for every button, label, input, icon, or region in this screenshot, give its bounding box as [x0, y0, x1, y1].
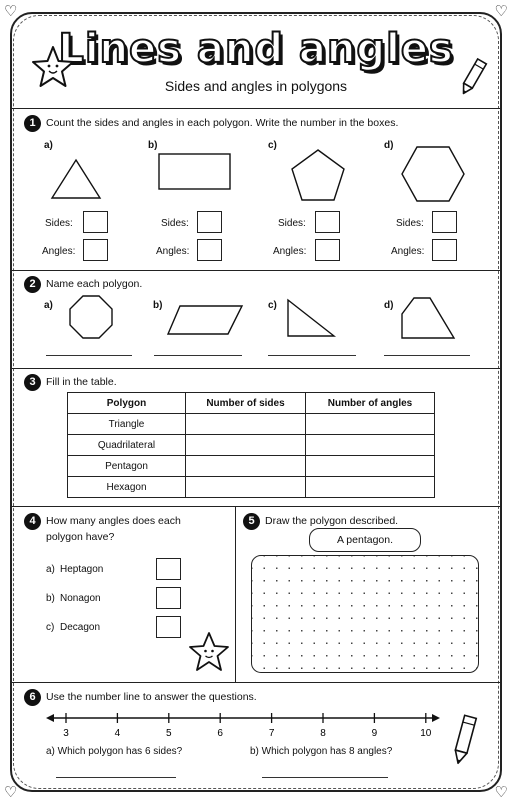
angles-label: Angles:	[156, 246, 190, 257]
irregular-pentagon-shape	[400, 296, 456, 340]
number-line-label: 9	[371, 728, 378, 739]
pencil-icon	[458, 56, 488, 98]
question-number: 6	[24, 689, 41, 706]
answer-box[interactable]	[156, 558, 181, 580]
number-line-label: 5	[166, 728, 172, 739]
number-line-label: 3	[63, 728, 69, 739]
item-letter: c)	[46, 622, 55, 633]
item-letter: c)	[268, 300, 277, 311]
sides-label: Sides:	[278, 218, 306, 229]
answer-cell[interactable]	[186, 456, 306, 477]
heart-icon: ♡	[494, 3, 508, 20]
answer-box[interactable]	[83, 239, 108, 261]
page-subtitle: Sides and angles in polygons	[164, 78, 348, 94]
table-cell: Hexagon	[68, 477, 186, 498]
section-divider	[10, 368, 502, 369]
rectangle-shape	[158, 153, 232, 191]
answer-box[interactable]	[156, 587, 181, 609]
hexagon-shape	[400, 146, 466, 202]
worksheet	[4, 3, 508, 801]
table-cell: Pentagon	[68, 456, 186, 477]
answer-cell[interactable]	[306, 456, 435, 477]
section-divider	[10, 270, 502, 271]
question-number: 1	[24, 115, 41, 132]
question-text: Draw the polygon described.	[265, 515, 399, 527]
question-b: b) Which polygon has 8 angles?	[250, 746, 393, 757]
answer-box[interactable]	[197, 211, 222, 233]
answer-line[interactable]	[56, 777, 176, 778]
triangle-shape	[50, 158, 102, 200]
answer-cell[interactable]	[186, 435, 306, 456]
polygon-name: Decagon	[60, 622, 101, 633]
pentagon-shape	[290, 148, 346, 202]
number-line-label: 4	[114, 728, 121, 739]
question-text: How many angles does each	[46, 515, 181, 527]
number-line-label: 8	[320, 728, 326, 739]
number-line	[46, 708, 440, 738]
table-row	[68, 456, 435, 477]
star-icon	[30, 44, 76, 90]
question-text: Count the sides and angles in each polygon. Write the number in the boxes.	[46, 117, 399, 129]
item-letter: d)	[384, 300, 394, 311]
question-number: 4	[24, 513, 41, 530]
heart-icon: ♡	[4, 784, 18, 801]
question-text: Use the number line to answer the questions.	[46, 691, 257, 703]
answer-line[interactable]	[384, 355, 470, 356]
heart-icon: ♡	[494, 784, 508, 801]
answer-box[interactable]	[315, 211, 340, 233]
item-letter: a)	[44, 300, 53, 311]
question-a: a) Which polygon has 6 sides?	[46, 746, 183, 757]
star-icon	[186, 630, 232, 674]
answer-cell[interactable]	[306, 477, 435, 498]
table-row	[68, 477, 435, 498]
item-letter: b)	[153, 300, 163, 311]
question-text: Name each polygon.	[46, 278, 143, 290]
answer-line[interactable]	[262, 777, 388, 778]
table-row	[68, 435, 435, 456]
item-letter: a)	[44, 140, 53, 151]
answer-cell[interactable]	[186, 414, 306, 435]
answer-cell[interactable]	[186, 477, 306, 498]
answer-line[interactable]	[268, 355, 356, 356]
answer-cell[interactable]	[306, 435, 435, 456]
pencil-icon	[448, 712, 480, 770]
answer-box[interactable]	[83, 211, 108, 233]
item-letter: d)	[384, 140, 394, 151]
right-triangle-shape	[286, 298, 336, 338]
sides-label: Sides:	[161, 218, 189, 229]
polygon-name: Nonagon	[60, 593, 101, 604]
table-row	[68, 414, 435, 435]
angles-label: Angles:	[391, 246, 425, 257]
question-text: Fill in the table.	[46, 376, 117, 388]
answer-box[interactable]	[197, 239, 222, 261]
question-number: 3	[24, 374, 41, 391]
number-line-label: 10	[420, 728, 432, 739]
answer-box[interactable]	[432, 211, 457, 233]
table-header: Number of sides	[186, 393, 306, 414]
angles-label: Angles:	[42, 246, 76, 257]
polygon-table	[67, 392, 435, 498]
heart-icon: ♡	[4, 3, 18, 20]
section-divider	[10, 682, 502, 683]
number-line-label: 6	[217, 728, 223, 739]
table-header: Number of angles	[306, 393, 435, 414]
question-text: polygon have?	[46, 531, 115, 543]
section-divider	[10, 108, 502, 109]
question-number: 2	[24, 276, 41, 293]
answer-line[interactable]	[46, 355, 132, 356]
table-cell: Quadrilateral	[68, 435, 186, 456]
page-title: Lines and angles	[58, 26, 454, 72]
item-letter: c)	[268, 140, 277, 151]
answer-box[interactable]	[432, 239, 457, 261]
parallelogram-shape	[166, 304, 244, 336]
prompt-label: A pentagon.	[309, 528, 421, 552]
item-letter: a)	[46, 564, 55, 575]
sides-label: Sides:	[396, 218, 424, 229]
number-line-label: 7	[268, 728, 275, 739]
item-letter: b)	[46, 593, 55, 604]
item-letter: b)	[148, 140, 158, 151]
column-divider	[235, 506, 236, 682]
angles-label: Angles:	[273, 246, 307, 257]
octagon-shape	[68, 294, 114, 340]
polygon-name: Heptagon	[60, 564, 104, 575]
answer-box[interactable]	[315, 239, 340, 261]
question-number: 5	[243, 513, 260, 530]
section-divider	[10, 506, 502, 507]
answer-cell[interactable]	[306, 414, 435, 435]
sides-label: Sides:	[45, 218, 73, 229]
table-cell: Triangle	[68, 414, 186, 435]
answer-line[interactable]	[154, 355, 242, 356]
answer-box[interactable]	[156, 616, 181, 638]
table-header: Polygon	[68, 393, 186, 414]
dot-grid-drawing-area[interactable]	[251, 555, 479, 673]
